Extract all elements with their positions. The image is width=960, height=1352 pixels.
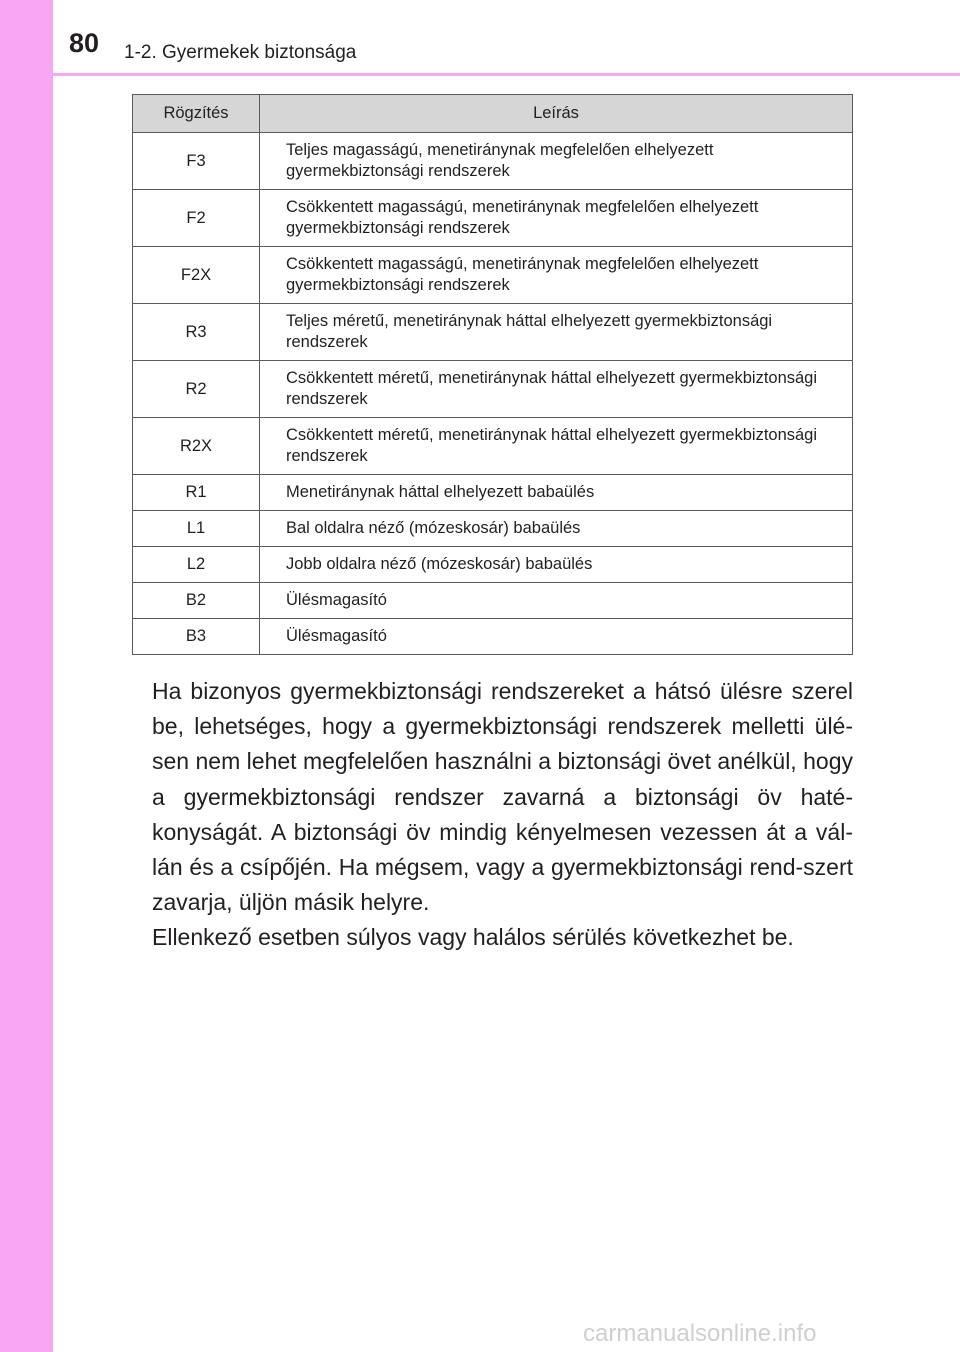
table-row <box>133 511 853 547</box>
row-description: Menetiránynak háttal elhelyezett babaülés <box>260 475 853 511</box>
row-description: Bal oldalra néző (mózeskosár) babaülés <box>260 511 853 547</box>
row-code: B3 <box>133 619 260 655</box>
watermark: carmanualsonline.info <box>583 1320 817 1347</box>
row-code: L1 <box>133 511 260 547</box>
row-code: B2 <box>133 583 260 619</box>
side-color-bar <box>0 0 53 1352</box>
table-row <box>133 547 853 583</box>
table-row <box>133 619 853 655</box>
row-description: Jobb oldalra néző (mózeskosár) babaülés <box>260 547 853 583</box>
table-row <box>133 247 853 304</box>
table-header-row <box>133 95 853 133</box>
column-header-description: Leírás <box>260 95 853 133</box>
table-row <box>133 475 853 511</box>
table-row <box>133 418 853 475</box>
section-title: 1-2. Gyermekek biztonsága <box>124 42 357 63</box>
column-header-fixation: Rögzítés <box>133 95 260 133</box>
body-text <box>152 674 853 956</box>
row-description: Csökkentett méretű, menetiránynak háttal elhelyezett gyermekbiztonsági rendszerek <box>260 361 853 418</box>
row-code: F2X <box>133 247 260 304</box>
row-code: L2 <box>133 547 260 583</box>
row-description: Csökkentett magasságú, menetiránynak megfelelően elhelyezett gyermekbiztonsági rendszerek <box>260 247 853 304</box>
row-description: Ülésmagasító <box>260 583 853 619</box>
table-row <box>133 583 853 619</box>
restraint-table <box>132 94 853 655</box>
table-row <box>133 304 853 361</box>
body-paragraph: Ha bizonyos gyermekbiztonsági rendszereket a hátsó ülésre szerel be, lehetséges, hogy a gyermekbiztonsági rendszerek melletti ülé-sen nem lehet megfelelően használni a biztonsági övet anélkül, hogy a gyermekbiztonsági rendszer zavarná a biztonsági öv haté-konyságát. A biztonsági öv mindig kényelmesen vezessen át a vál-lán és a csípőjén. Ha mégsem, vagy a gyermekbiztonsági rend-szert zavarja, üljön másik helyre. <box>152 678 853 916</box>
row-description: Teljes magasságú, menetiránynak megfelelően elhelyezett gyermekbiztonsági rendszerek <box>260 133 853 190</box>
table-row <box>133 133 853 190</box>
table-row <box>133 190 853 247</box>
row-code: R2X <box>133 418 260 475</box>
row-code: F3 <box>133 133 260 190</box>
row-code: R3 <box>133 304 260 361</box>
row-description: Teljes méretű, menetiránynak háttal elhelyezett gyermekbiztonsági rendszerek <box>260 304 853 361</box>
row-description: Ülésmagasító <box>260 619 853 655</box>
warning-sentence: Ellenkező esetben súlyos vagy halálos sérülés következhet be. <box>152 924 794 951</box>
row-code: F2 <box>133 190 260 247</box>
row-code: R2 <box>133 361 260 418</box>
row-description: Csökkentett méretű, menetiránynak háttal elhelyezett gyermekbiztonsági rendszerek <box>260 418 853 475</box>
header-rule <box>53 73 960 76</box>
row-description: Csökkentett magasságú, menetiránynak megfelelően elhelyezett gyermekbiztonsági rendszerek <box>260 190 853 247</box>
table-row <box>133 361 853 418</box>
page-number: 80 <box>69 28 100 58</box>
row-code: R1 <box>133 475 260 511</box>
